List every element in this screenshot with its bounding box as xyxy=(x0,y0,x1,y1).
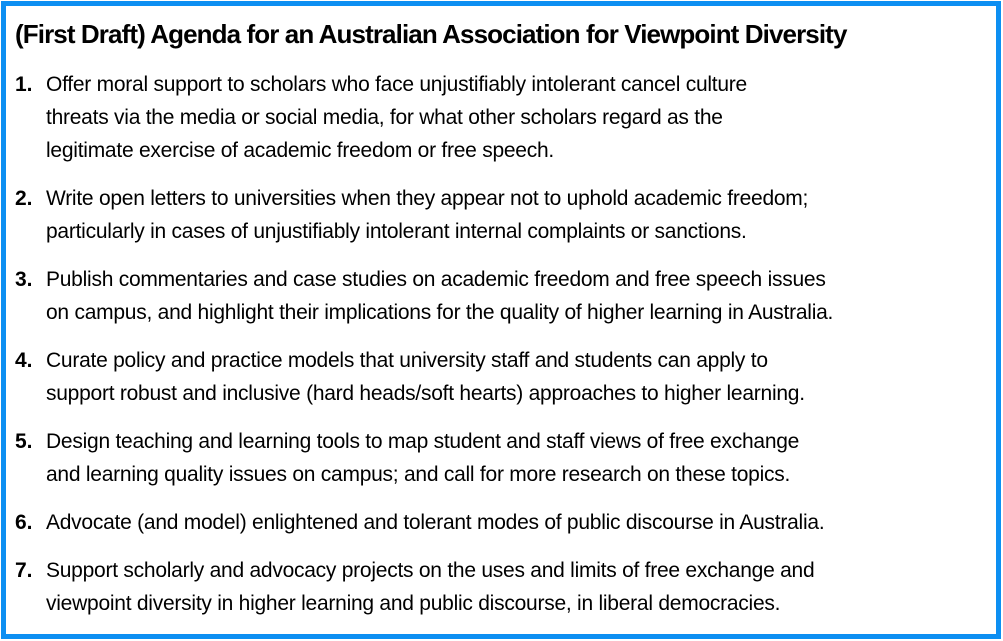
item-number: 1. xyxy=(15,73,33,96)
item-line: threats via the media or social media, for what other scholars regard as the xyxy=(46,106,723,129)
item-line: legitimate exercise of academic freedom or free speech. xyxy=(46,139,554,162)
item-line: Write open letters to universities when they appear not to uphold academic freedom; xyxy=(46,187,809,210)
item-number: 2. xyxy=(15,187,33,210)
agenda-item-6 xyxy=(15,506,984,539)
item-line: Offer moral support to scholars who face unjustifiably intolerant cancel culture xyxy=(46,73,747,96)
agenda-item-1 xyxy=(15,68,984,167)
agenda-card xyxy=(1,1,1001,639)
item-line: and learning quality issues on campus; and call for more research on these topics. xyxy=(46,463,791,486)
agenda-item-7 xyxy=(15,554,984,620)
item-line: Publish commentaries and case studies on academic freedom and free speech issues xyxy=(46,268,826,291)
item-line: Support scholarly and advocacy projects on the uses and limits of free exchange and xyxy=(46,559,815,582)
item-text xyxy=(46,344,984,410)
item-number: 6. xyxy=(15,511,33,534)
item-number: 5. xyxy=(15,430,33,453)
item-line: Design teaching and learning tools to map student and staff views of free exchange xyxy=(46,430,800,453)
item-text xyxy=(46,68,984,167)
agenda-list xyxy=(15,68,984,620)
item-number: 4. xyxy=(15,349,33,372)
item-number: 3. xyxy=(15,268,33,291)
item-text xyxy=(46,263,984,329)
item-line: support robust and inclusive (hard heads/soft hearts) approaches to higher learning. xyxy=(46,382,805,405)
item-text xyxy=(46,506,984,539)
item-line: Curate policy and practice models that university staff and students can apply to xyxy=(46,349,768,372)
item-text xyxy=(46,182,984,248)
item-line: viewpoint diversity in higher learning and public discourse, in liberal democracies. xyxy=(46,592,781,615)
item-text xyxy=(46,425,984,491)
agenda-item-5 xyxy=(15,425,984,491)
agenda-item-3 xyxy=(15,263,984,329)
page-title: (First Draft) Agenda for an Australian Association for Viewpoint Diversity xyxy=(15,19,847,49)
agenda-item-2 xyxy=(15,182,984,248)
item-text xyxy=(46,554,984,620)
item-line: Advocate (and model) enlightened and tolerant modes of public discourse in Australia. xyxy=(46,511,825,534)
item-line: particularly in cases of unjustifiably intolerant internal complaints or sanctions. xyxy=(46,220,747,243)
item-line: on campus, and highlight their implications for the quality of higher learning in Australia. xyxy=(46,301,834,324)
item-number: 7. xyxy=(15,559,33,582)
agenda-item-4 xyxy=(15,344,984,410)
